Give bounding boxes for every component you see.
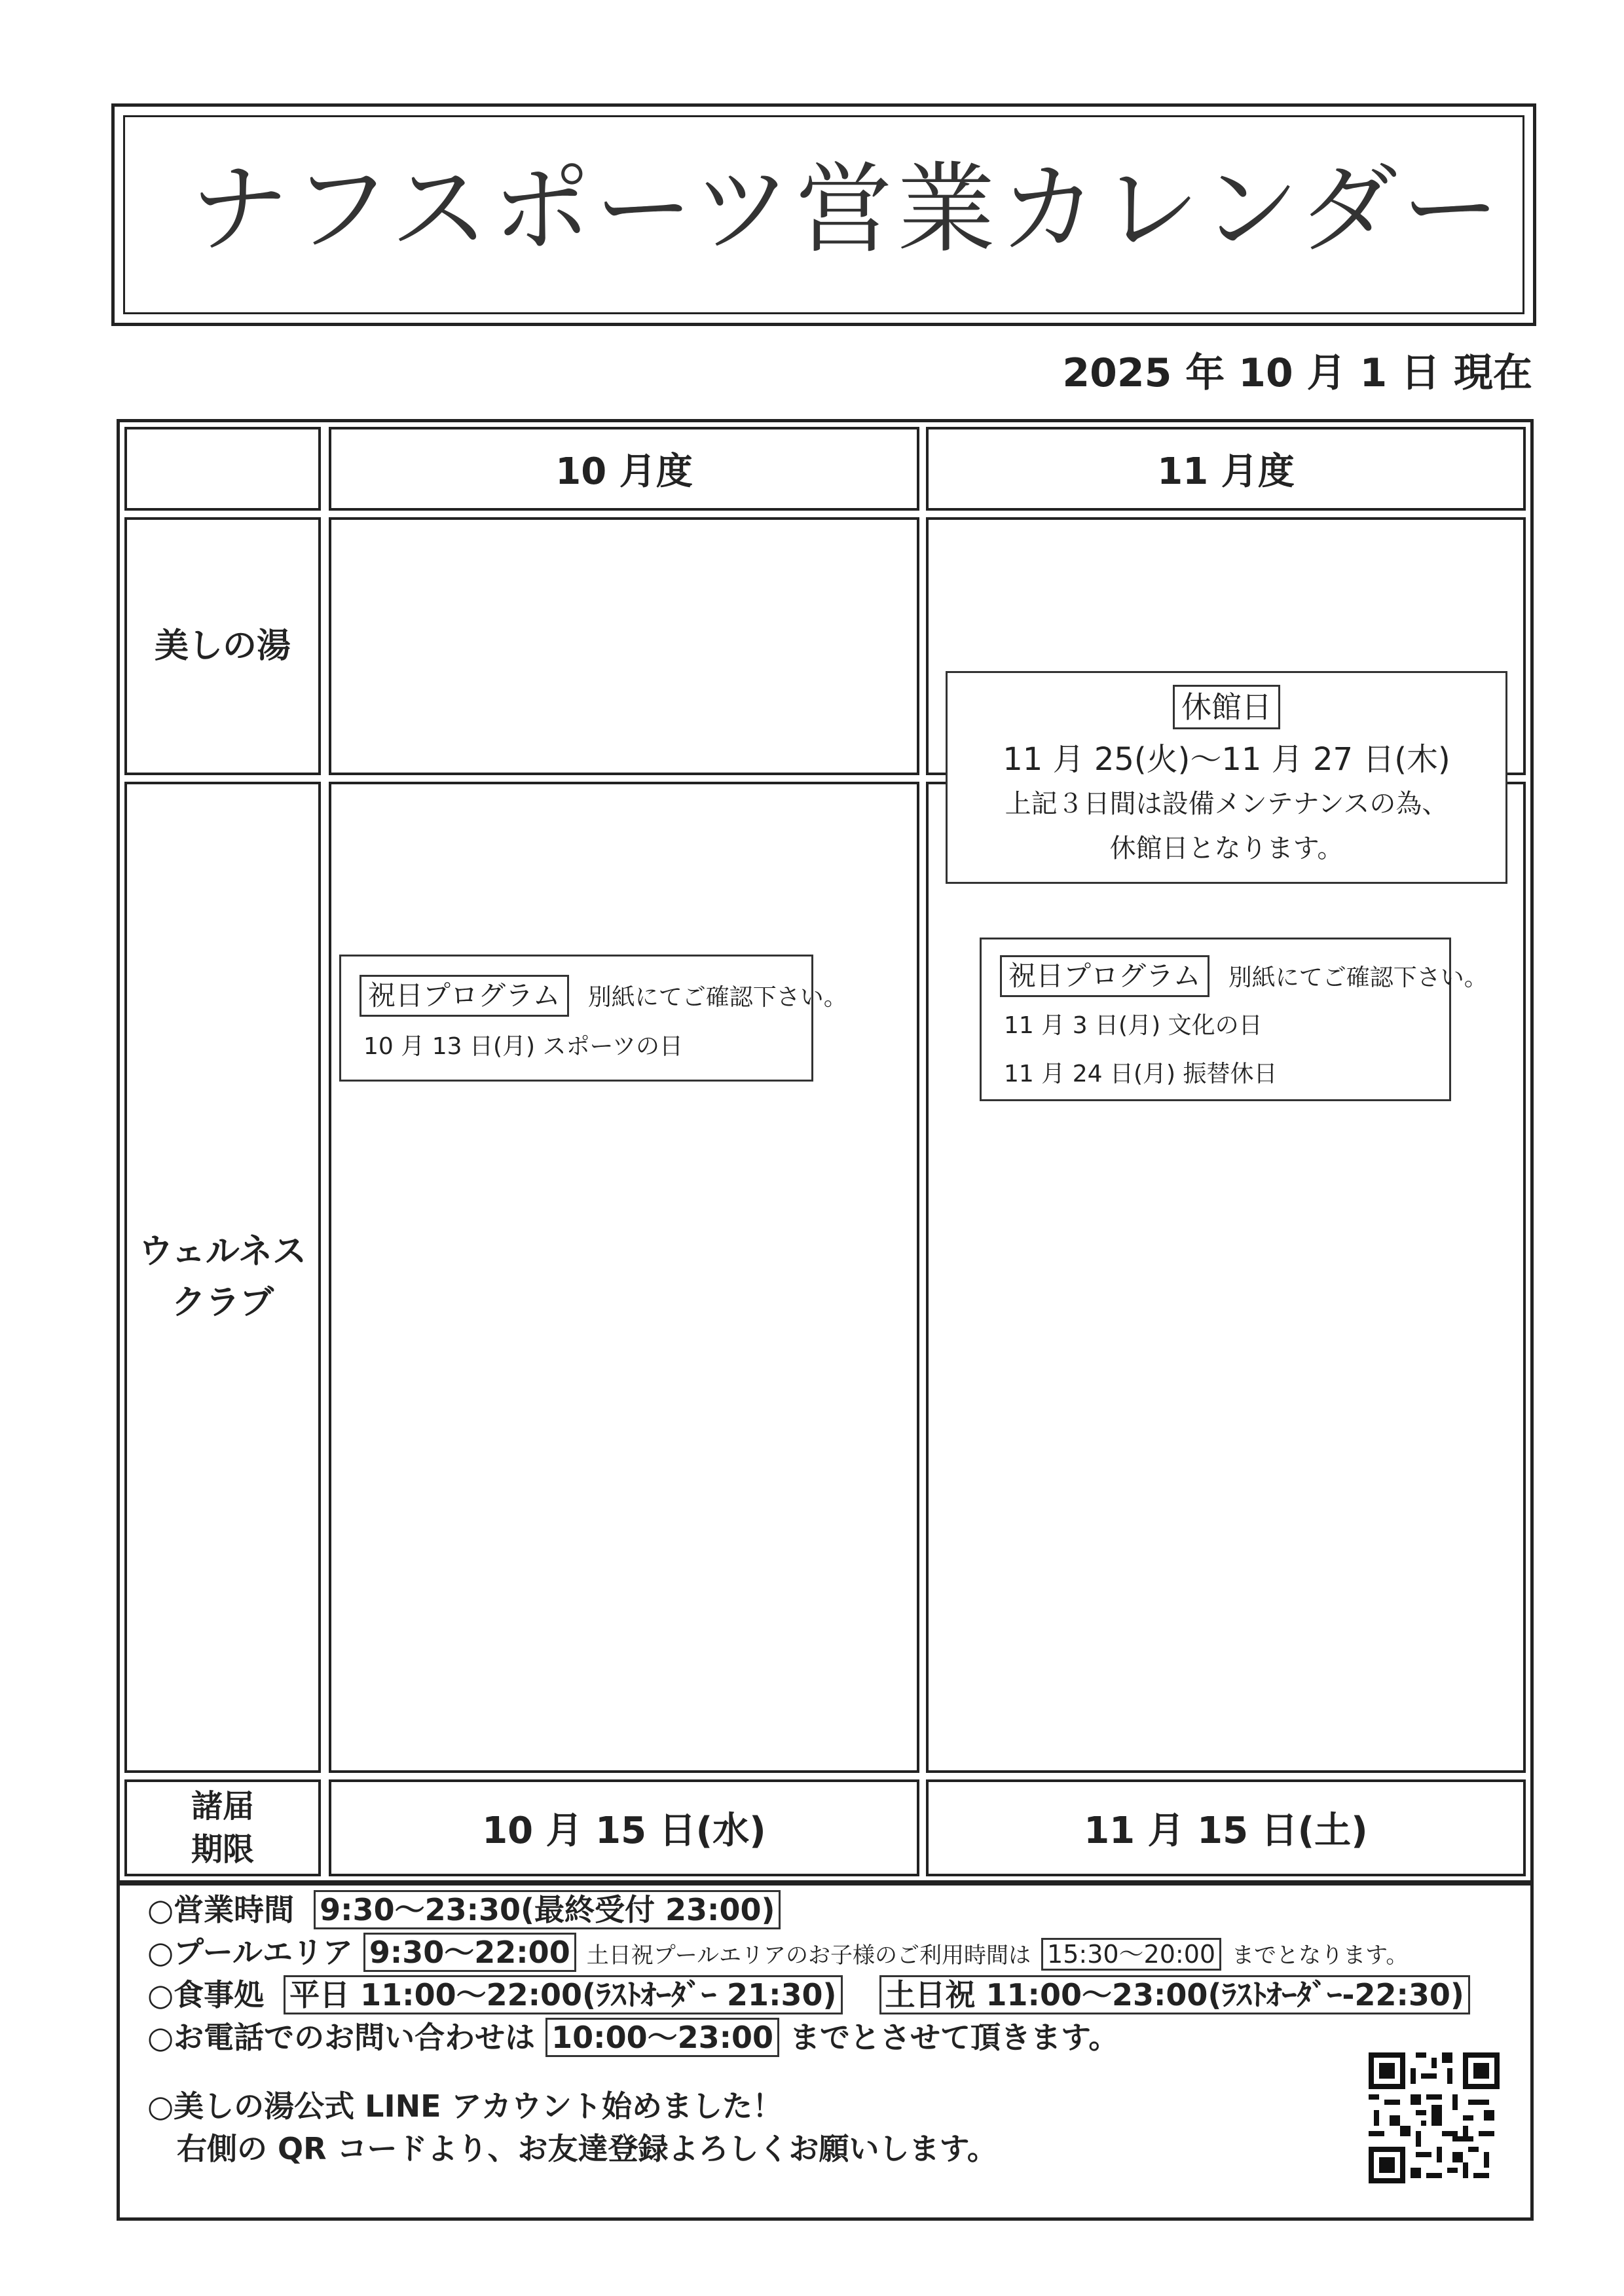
holiday-program-nov	[980, 938, 1488, 1101]
holiday-program-oct-note: 別紙にてご確認下さい。	[587, 984, 847, 1011]
phone-line	[147, 2016, 1118, 2058]
bath-oct-cell	[329, 517, 919, 775]
dining-line	[147, 1974, 1470, 2016]
column-header-nov: 11 月度	[926, 427, 1526, 511]
closure-tag: 休館日	[1173, 685, 1280, 729]
line-announcement-2: 右側の QR コードより、お友達登録よろしくお願いします。	[177, 2131, 997, 2166]
deadline-nov: 11 月 15 日(土)	[926, 1779, 1526, 1876]
dining-weekend: 土日祝 11:00～23:00(ﾗｽﾄｵｰﾀﾞｰ-22:30)	[879, 1975, 1470, 2014]
holiday-program-oct-tag: 祝日プログラム	[360, 975, 569, 1017]
pool-child-value: 15:30～20:00	[1041, 1938, 1221, 1971]
dining-weekday: 平日 11:00～22:00(ﾗｽﾄｵｰﾀﾞｰ 21:30)	[284, 1975, 842, 2014]
pool-note-pre: 土日祝プールエリアのお子様のご利用時間は	[586, 1942, 1031, 1969]
holiday-program-nov-note: 別紙にてご確認下さい。	[1228, 964, 1488, 991]
closure-dates: 11 月 25(火)～11 月 27 日(木)	[1003, 741, 1450, 778]
holiday-oct-item-1: 10 月 13 日(月) スポーツの日	[363, 1033, 684, 1060]
pool-value: 9:30～22:00	[363, 1933, 576, 1972]
dining-label: ○食事処	[147, 1977, 265, 2013]
corner-cell	[124, 427, 321, 511]
line-announcement-1: ○美しの湯公式 LINE アカウント始めました！	[147, 2088, 783, 2124]
qr-code-icon	[1369, 2052, 1500, 2183]
holiday-program-oct	[339, 955, 847, 1082]
as-of-date: 2025 年 10 月 1 日 現在	[1062, 350, 1532, 396]
phone-post: までとさせて頂きます。	[790, 2020, 1119, 2055]
closure-note-line2: 休館日となります。	[1109, 833, 1344, 864]
hours-value: 9:30～23:30(最終受付 23:00)	[314, 1890, 781, 1929]
page-title: ナフスポーツ営業カレンダー	[190, 153, 1504, 266]
phone-value: 10:00～23:00	[545, 2018, 779, 2057]
row-label-wellness-line2: クラブ	[171, 1283, 274, 1322]
closure-note-line1: 上記３日間は設備メンテナンスの為、	[1005, 789, 1449, 819]
pool-note-post: までとなります。	[1232, 1942, 1409, 1969]
column-header-oct: 10 月度	[329, 427, 919, 511]
row-label-wellness-line1: ウェルネス	[138, 1232, 307, 1271]
wellness-nov-cell	[926, 782, 1526, 1773]
row-label-deadline-line1: 諸届	[191, 1788, 254, 1825]
closure-notice	[946, 671, 1507, 884]
row-label-deadline-line2: 期限	[191, 1831, 254, 1868]
hours-label: ○営業時間	[147, 1892, 295, 1927]
holiday-nov-item-2: 11 月 24 日(月) 振替休日	[1004, 1061, 1278, 1087]
phone-pre: ○お電話でのお問い合わせは	[147, 2020, 536, 2055]
holiday-nov-item-1: 11 月 3 日(月) 文化の日	[1004, 1012, 1263, 1039]
pool-label: ○プールエリア	[147, 1935, 353, 1970]
row-label-deadline	[124, 1779, 321, 1876]
wellness-oct-cell	[329, 782, 919, 1773]
row-label-wellness	[124, 782, 321, 1773]
pool-line	[147, 1931, 1408, 1977]
row-label-bath: 美しの湯	[124, 517, 321, 775]
hours-line	[147, 1889, 781, 1931]
holiday-program-nov-tag: 祝日プログラム	[1000, 955, 1209, 997]
deadline-oct: 10 月 15 日(水)	[329, 1779, 919, 1876]
